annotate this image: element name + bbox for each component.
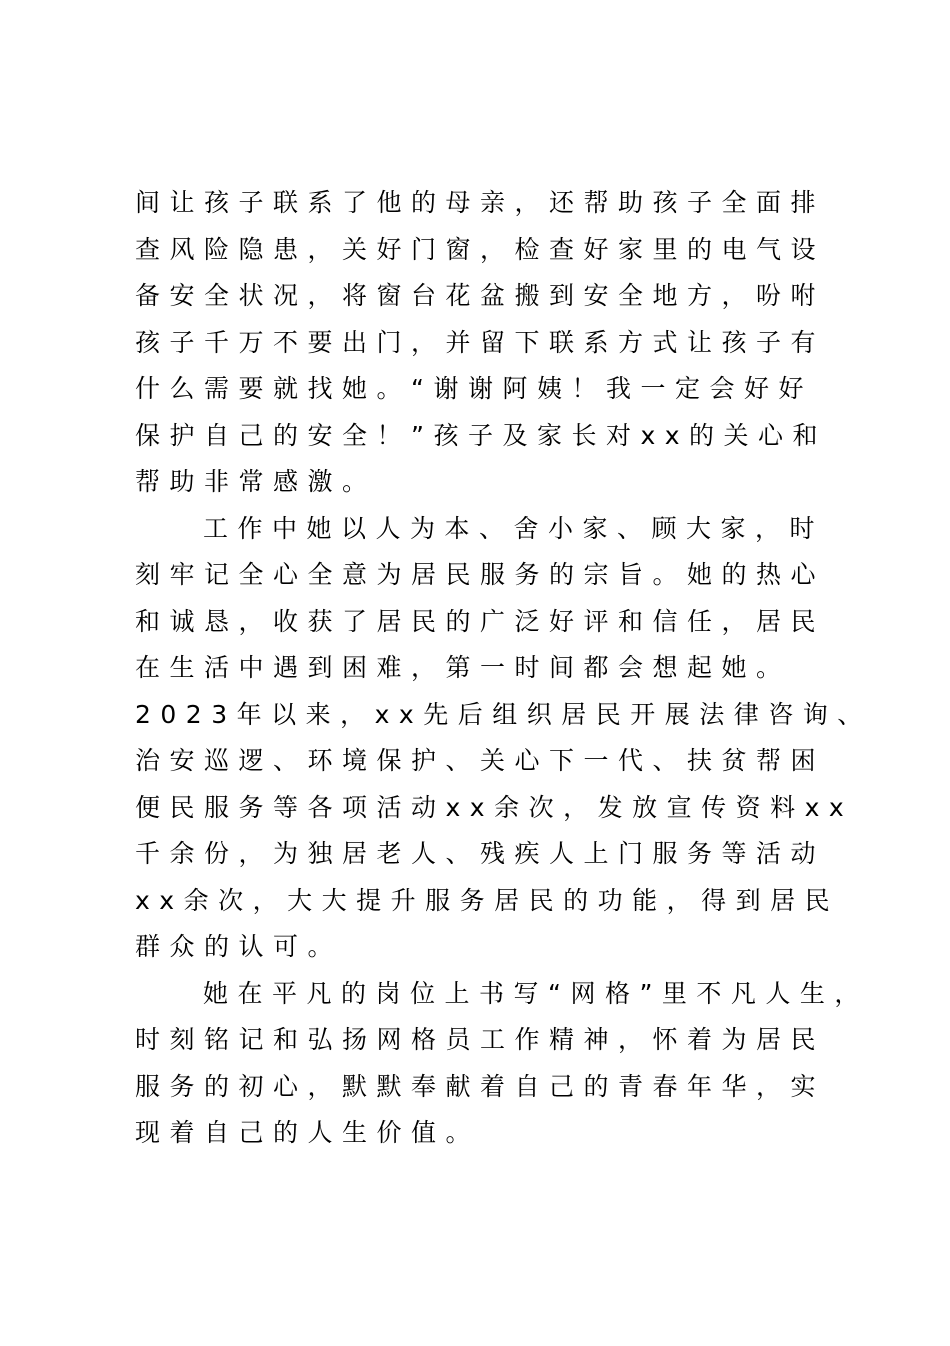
paragraph-start-line: 工作中她以人为本、舍小家、顾大家，时 bbox=[203, 513, 825, 543]
text-line: 治安巡逻、环境保护、关心下一代、扶贫帮困 bbox=[135, 746, 826, 775]
text-line: xx余次，大大提升服务居民的功能，得到居民 bbox=[135, 885, 840, 915]
text-line: 帮助非常感激。 bbox=[135, 467, 377, 496]
text-line: 在生活中遇到困难，第一时间都会想起她。 bbox=[135, 653, 791, 682]
paragraph-start-line: 她在平凡的岗位上书写“网格”里不凡人生， bbox=[203, 978, 869, 1008]
text-line: 查风险隐患，关好门窗，检查好家里的电气设 bbox=[135, 234, 826, 264]
text-line: 什么需要就找她。“谢谢阿姨！我一定会好好 bbox=[135, 374, 813, 403]
text-line: 间让孩子联系了他的母亲，还帮助孩子全面排 bbox=[135, 188, 826, 217]
text-line: 和诚恳，收获了居民的广泛好评和信任，居民 bbox=[135, 606, 826, 636]
text-line: 时刻铭记和弘扬网格员工作精神，怀着为居民 bbox=[135, 1025, 826, 1054]
text-line: 服务的初心，默默奉献着自己的青春年华，实 bbox=[135, 1071, 826, 1101]
text-line: 孩子千万不要出门，并留下联系方式让孩子有 bbox=[135, 327, 826, 357]
text-line: 备安全状况，将窗台花盆搬到安全地方，吩咐 bbox=[135, 281, 826, 310]
text-line: 2023年以来，xx先后组织居民开展法律咨询、 bbox=[135, 699, 872, 729]
text-line: 群众的认可。 bbox=[135, 932, 343, 961]
text-line: 保护自己的安全！”孩子及家长对xx的关心和 bbox=[135, 420, 828, 450]
text-line: 便民服务等各项活动xx余次，发放宣传资料xx bbox=[135, 792, 854, 822]
body-text bbox=[135, 180, 872, 1157]
text-line: 千余份，为独居老人、残疾人上门服务等活动 bbox=[135, 839, 826, 868]
text-line: 现着自己的人生价值。 bbox=[135, 1118, 481, 1147]
text-line: 刻牢记全心全意为居民服务的宗旨。她的热心 bbox=[135, 560, 826, 589]
